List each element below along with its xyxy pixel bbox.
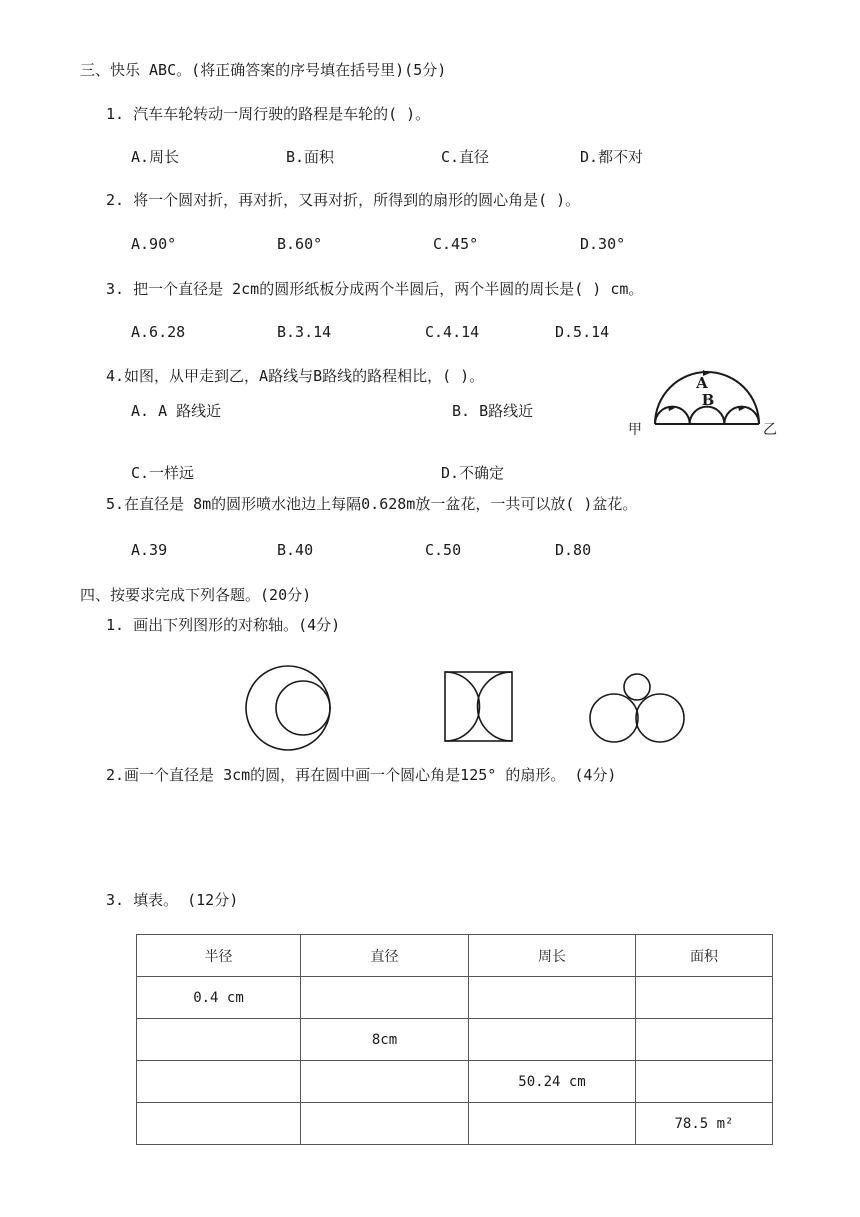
header-diameter: 直径 (301, 935, 469, 977)
section4-question-2: 2.画一个直径是 3cm的圆，再在圆中画一个圆心角是125° 的扇形。 (4分) (106, 766, 617, 784)
option-d[interactable]: D.80 (555, 541, 592, 559)
option-a[interactable]: A.6.28 (131, 323, 186, 341)
option-c[interactable]: C.直径 (441, 148, 490, 166)
start-label: 甲 (628, 422, 642, 438)
cell-area: 78.5 m² (636, 1103, 773, 1145)
route-b-label: B (701, 391, 715, 409)
question-3: 3. 把一个直径是 2cm的圆形纸板分成两个半圆后，两个半圆的周长是( ) cm。 (106, 280, 644, 298)
option-c[interactable]: C.50 (425, 541, 462, 559)
cell-area[interactable] (636, 1061, 773, 1103)
question-4: 4.如图，从甲走到乙，A路线与B路线的路程相比，( )。 (106, 367, 485, 385)
option-c[interactable]: C.45° (433, 235, 479, 253)
option-d[interactable]: D.5.14 (555, 323, 610, 341)
section4-question-1: 1. 画出下列图形的对称轴。(4分) (106, 616, 341, 634)
cell-circumference[interactable] (469, 1019, 636, 1061)
cell-diameter[interactable] (301, 1103, 469, 1145)
fill-in-table (136, 934, 773, 1145)
table-header-row (137, 935, 773, 977)
cell-circumference: 50.24 cm (469, 1061, 636, 1103)
end-label: 乙 (763, 422, 777, 438)
cell-radius: 0.4 cm (137, 977, 301, 1019)
section4-title: 四、按要求完成下列各题。(20分) (80, 586, 312, 604)
option-c[interactable]: C.一样远 (131, 464, 195, 482)
option-a[interactable]: A.39 (131, 541, 168, 559)
option-b[interactable]: B.40 (277, 541, 314, 559)
route-diagram (620, 360, 785, 440)
cell-diameter[interactable] (301, 1061, 469, 1103)
table-row (137, 1061, 773, 1103)
option-d[interactable]: D.不确定 (441, 464, 505, 482)
header-area: 面积 (636, 935, 773, 977)
table-row (137, 1103, 773, 1145)
option-b[interactable]: B.60° (277, 235, 323, 253)
table-row (137, 977, 773, 1019)
section3-title: 三、快乐 ABC。(将正确答案的序号填在括号里)(5分) (80, 61, 447, 79)
header-circumference: 周长 (469, 935, 636, 977)
cell-diameter[interactable] (301, 977, 469, 1019)
option-d[interactable]: D.30° (580, 235, 626, 253)
option-a[interactable]: A.90° (131, 235, 177, 253)
symmetry-figure-crescent (244, 664, 336, 756)
cell-area[interactable] (636, 977, 773, 1019)
option-a[interactable]: A. A 路线近 (131, 402, 222, 420)
cell-radius[interactable] (137, 1103, 301, 1145)
symmetry-figure-three-circles (586, 672, 688, 746)
symmetry-figure-square-arcs (443, 670, 515, 744)
route-b-arc-2 (690, 407, 725, 424)
cell-radius[interactable] (137, 1019, 301, 1061)
header-radius: 半径 (137, 935, 301, 977)
question-2: 2. 将一个圆对折，再对折，又再对折，所得到的扇形的圆心角是( )。 (106, 191, 581, 209)
question-5: 5.在直径是 8m的圆形喷水池边上每隔0.628m放一盆花，一共可以放( )盆花。 (106, 495, 638, 513)
option-b[interactable]: B. B路线近 (452, 402, 534, 420)
cell-area[interactable] (636, 1019, 773, 1061)
option-b[interactable]: B.面积 (286, 148, 335, 166)
question-1: 1. 汽车车轮转动一周行驶的路程是车轮的( )。 (106, 105, 431, 123)
cell-circumference[interactable] (469, 977, 636, 1019)
section4-question-3: 3. 填表。 (12分) (106, 891, 239, 909)
cell-diameter: 8cm (301, 1019, 469, 1061)
cell-circumference[interactable] (469, 1103, 636, 1145)
cell-radius[interactable] (137, 1061, 301, 1103)
option-b[interactable]: B.3.14 (277, 323, 332, 341)
route-a-label: A (696, 374, 708, 392)
option-a[interactable]: A.周长 (131, 148, 180, 166)
option-c[interactable]: C.4.14 (425, 323, 480, 341)
table-row (137, 1019, 773, 1061)
option-d[interactable]: D.都不对 (580, 148, 644, 166)
